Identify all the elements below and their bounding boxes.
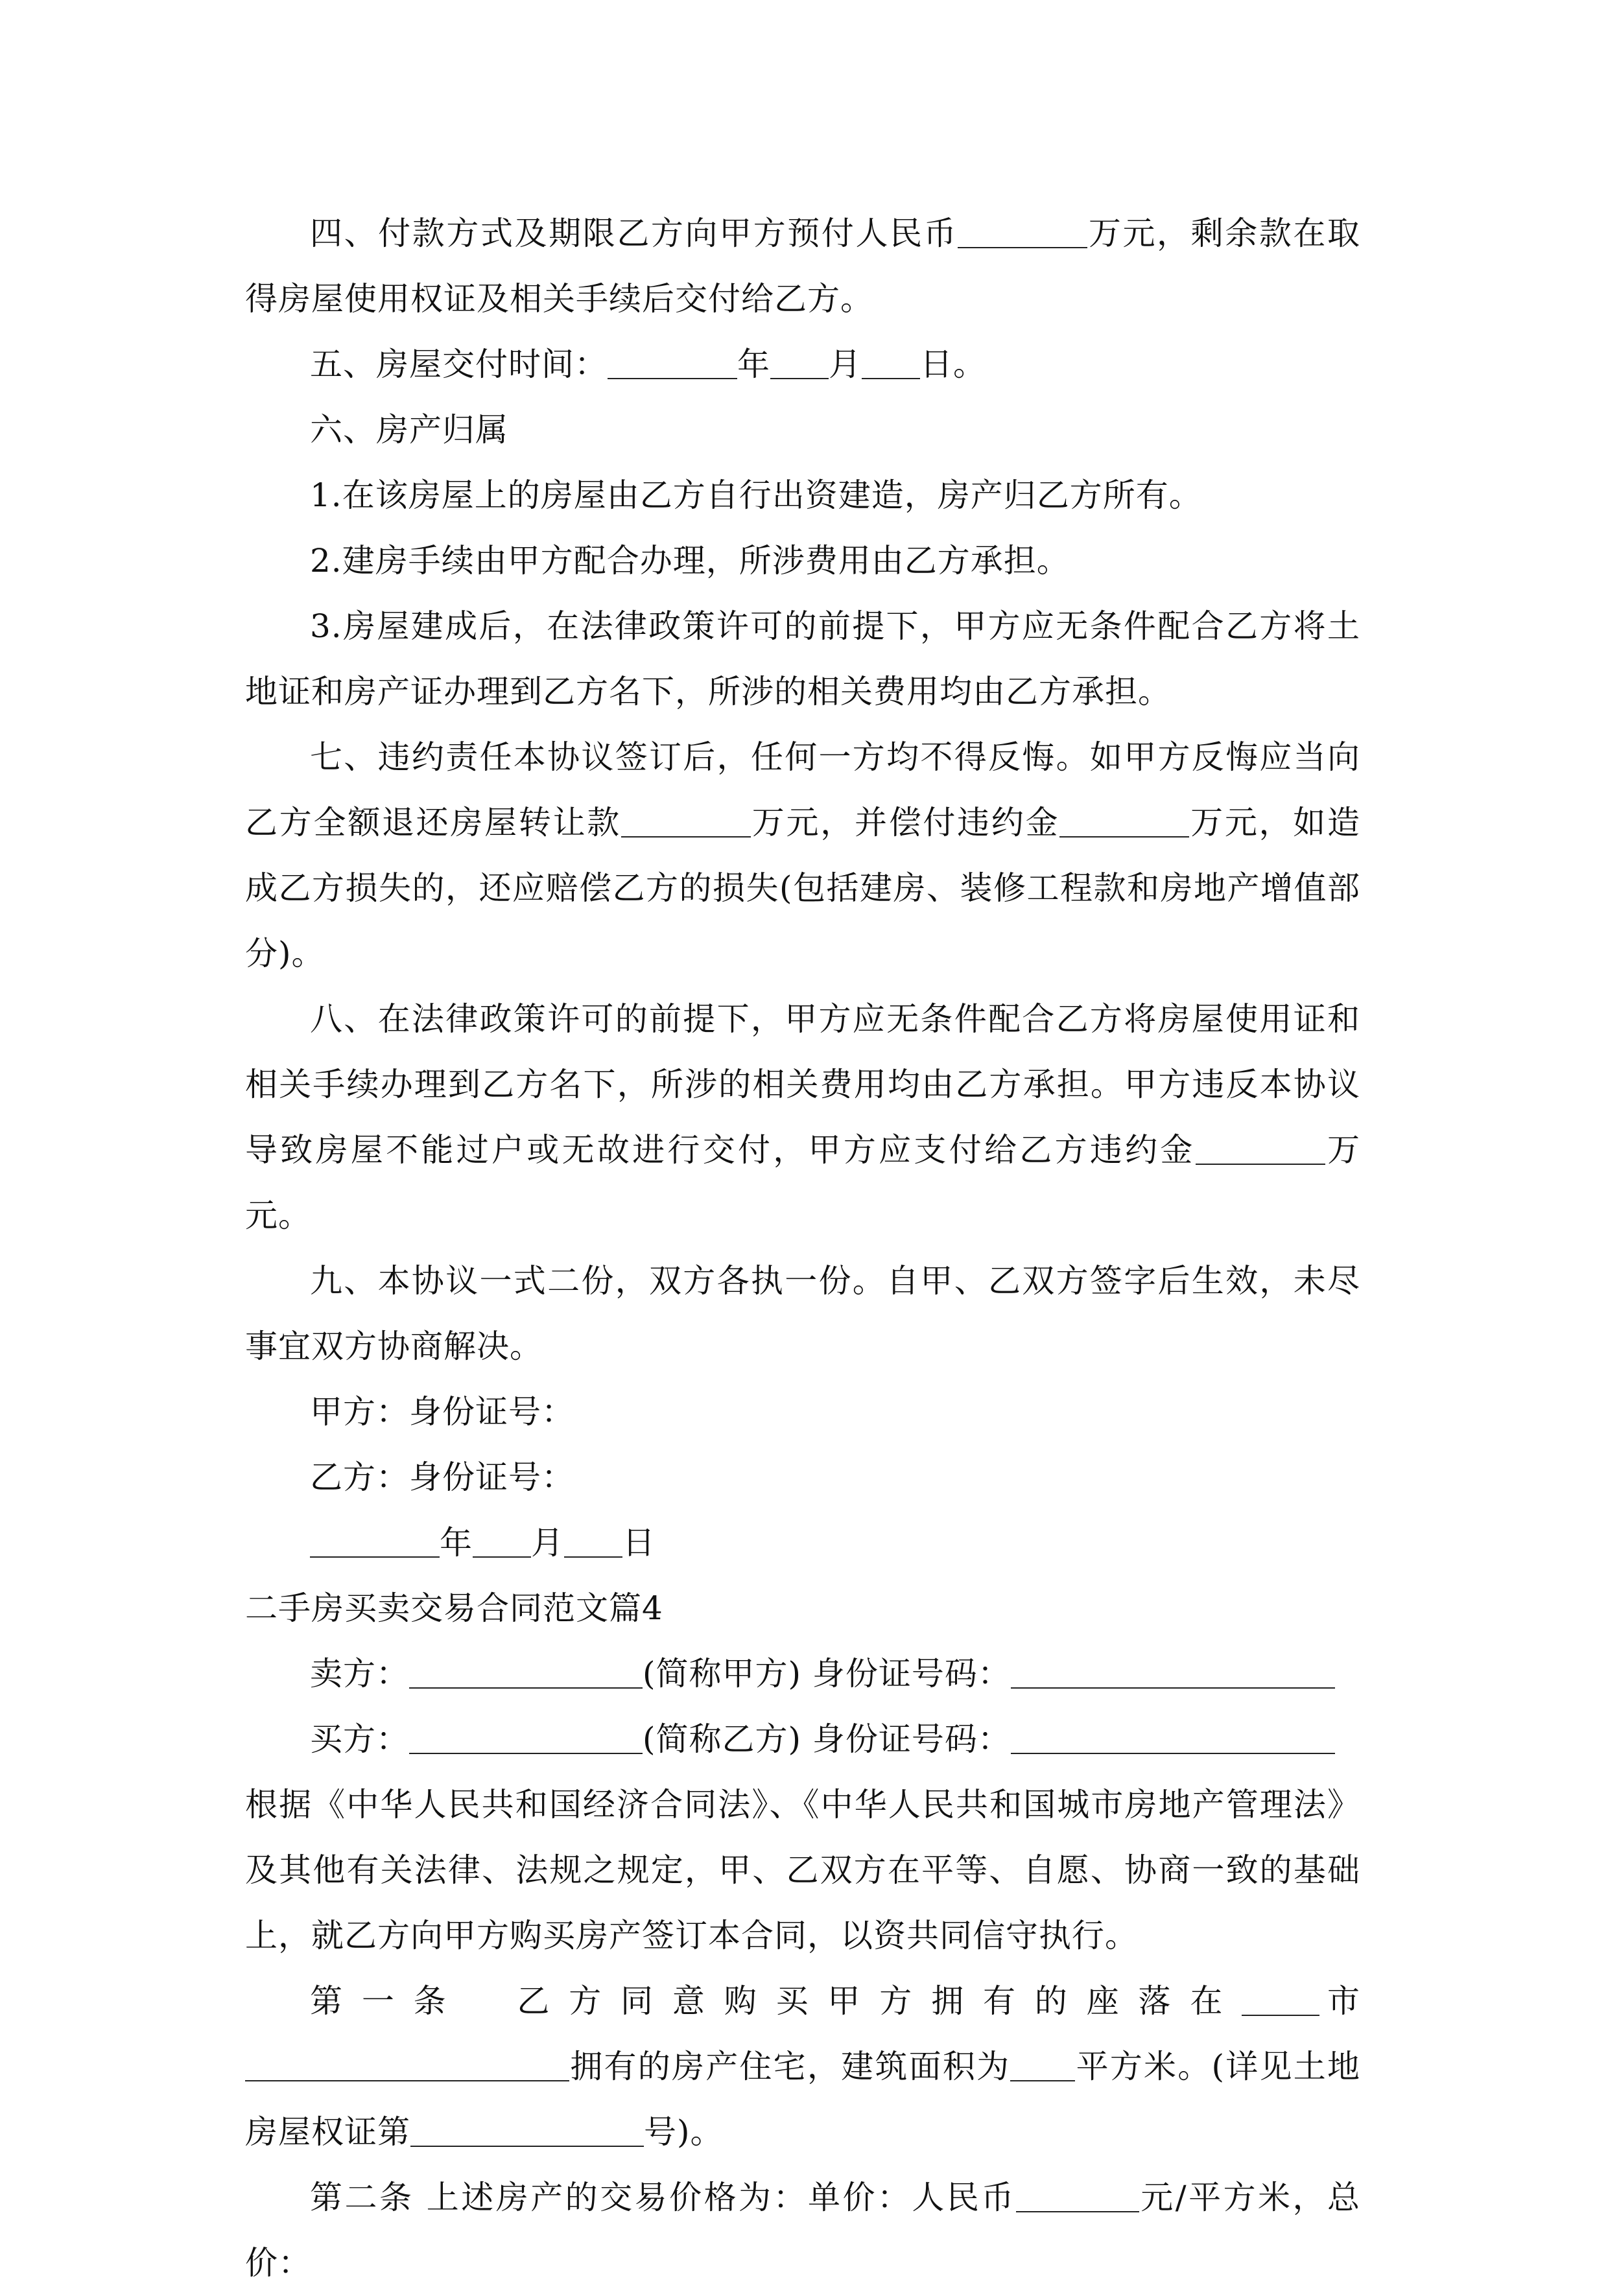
- party-a-id-line: 甲方：身份证号：: [310, 1393, 574, 1431]
- section-title: 二手房买卖交易合同范文篇4: [245, 1589, 663, 1627]
- article-2: 第二条 上述房产的交易价格为：单价：人民币 元/平方米，总价：: [245, 2179, 1360, 2282]
- blank-field[interactable]: [473, 1528, 531, 1558]
- blank-field[interactable]: [245, 2052, 569, 2081]
- blank-field[interactable]: [1011, 1724, 1335, 1754]
- blank-field[interactable]: [564, 1528, 622, 1558]
- blank-field[interactable]: [409, 1724, 643, 1754]
- blank-field[interactable]: [1242, 1986, 1319, 2016]
- clause-7-liability: 七、违约责任本协议签订后，任何一方均不得反悔。如甲方反悔应当向乙方全额退还房屋转让款 万元，并偿付违约金 万元，如造成乙方损失的，还应赔偿乙方的损失(包括建房、装修工程款和房地产增值部分)。: [245, 738, 1361, 972]
- clause-6-heading: 六、房产归属: [310, 411, 508, 449]
- clause-6-item-1: 1.在该房屋上的房屋由乙方自行出资建造，房产归乙方所有。: [310, 476, 1202, 514]
- clause-6-item-3: 3.房屋建成后，在法律政策许可的前提下，甲方应无条件配合乙方将土地证和房产证办理到乙方名下，所涉的相关费用均由乙方承担。: [245, 607, 1360, 710]
- buyer-line: 买方： (简称乙方) 身份证号码：: [245, 1707, 1360, 1772]
- signature-date-line: 年 月 日: [245, 1510, 1360, 1576]
- seller-line: 卖方： (简称甲方) 身份证号码：: [245, 1641, 1360, 1707]
- blank-field[interactable]: [621, 808, 751, 838]
- blank-field[interactable]: [958, 218, 1087, 248]
- clause-4-payment: 四、付款方式及期限乙方向甲方预付人民币 万元，剩余款在取得房屋使用权证及相关手续后交付给乙方。: [245, 215, 1361, 318]
- clause-5-delivery-time: 五、房屋交付时间： 年 月 日。: [310, 346, 986, 383]
- clause-9-copies: 九、本协议一式二份，双方各执一份。自甲、乙双方签字后生效，未尽事宜双方协商解决。: [245, 1262, 1360, 1365]
- legal-basis-paragraph: 根据《中华人民共和国经济合同法》、《中华人民共和国城市房地产管理法》及其他有关法律、法规之规定，甲、乙双方在平等、自愿、协商一致的基础上，就乙方向甲方购买房产签订本合同，以资共同信守执行。: [245, 1786, 1360, 1954]
- blank-field[interactable]: [770, 349, 829, 379]
- article-1: 第一条 乙方同意购买甲方拥有的座落在 市 拥有的房产住宅，建筑面积为 平方米。(详见土地房屋权证第 号)。: [245, 1982, 1361, 2151]
- blank-field[interactable]: [310, 1528, 440, 1558]
- clause-8-transfer: 八、在法律政策许可的前提下，甲方应无条件配合乙方将房屋使用证和相关手续办理到乙方名下，所涉的相关费用均由乙方承担。甲方违反本协议导致房屋不能过户或无故进行交付，甲方应支付给乙方违约金 万元。: [245, 1000, 1361, 1234]
- blank-field[interactable]: [410, 2117, 644, 2147]
- blank-field[interactable]: [1016, 2183, 1139, 2212]
- blank-field[interactable]: [1010, 2052, 1075, 2081]
- party-b-id-line: 乙方：身份证号：: [310, 1458, 574, 1496]
- blank-field[interactable]: [608, 349, 737, 379]
- blank-field[interactable]: [862, 349, 920, 379]
- blank-field[interactable]: [1011, 1659, 1335, 1689]
- clause-6-item-2: 2.建房手续由甲方配合办理，所涉费用由乙方承担。: [310, 542, 1070, 580]
- blank-field[interactable]: [409, 1659, 643, 1689]
- blank-field[interactable]: [1059, 808, 1189, 838]
- blank-field[interactable]: [1196, 1135, 1325, 1165]
- document-page: [245, 201, 1360, 2296]
